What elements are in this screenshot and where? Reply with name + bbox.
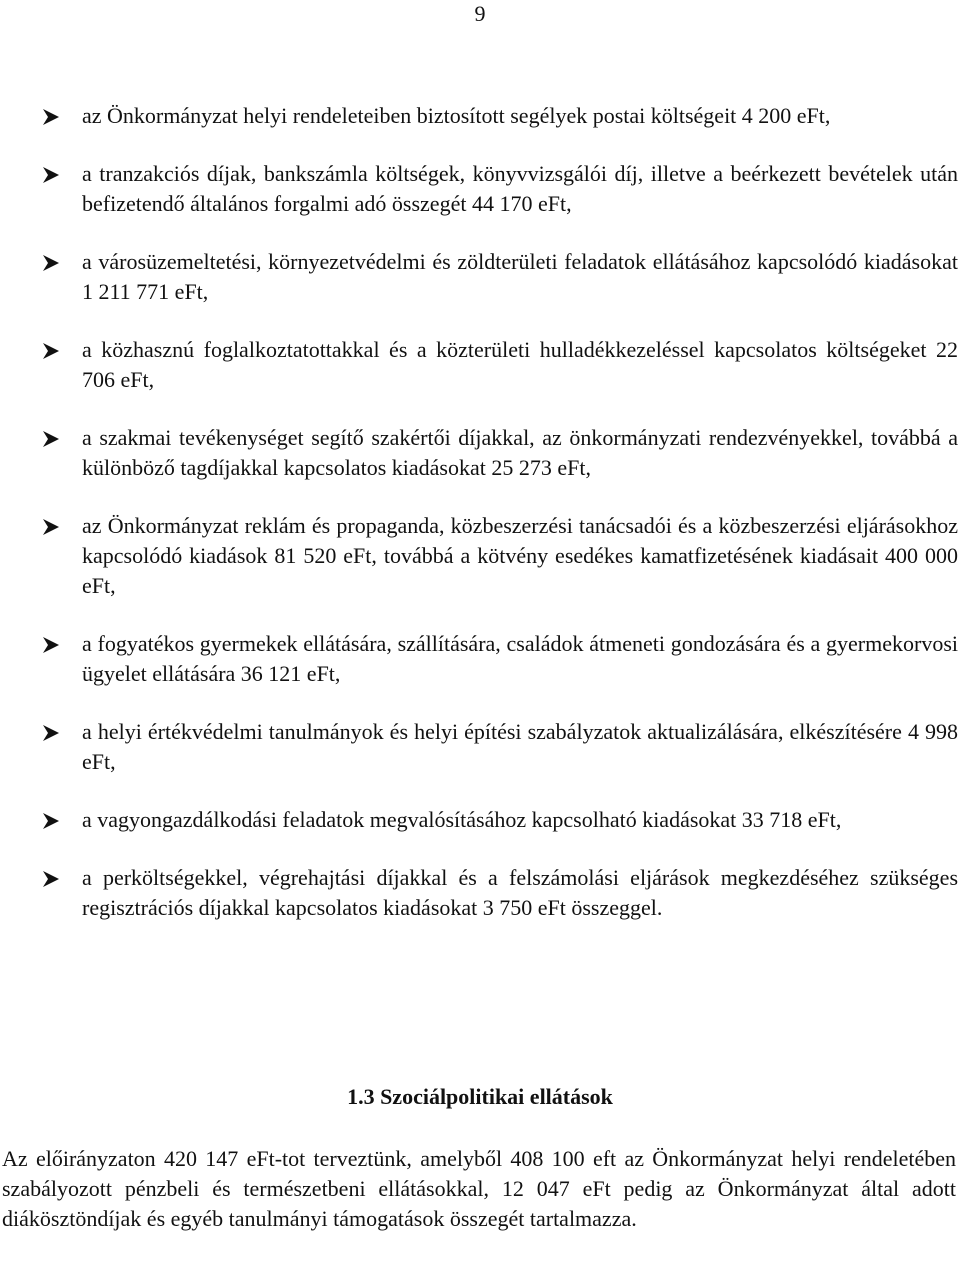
- list-item: [42, 101, 958, 131]
- arrowhead-bullet-icon: [42, 166, 60, 184]
- list-item-text: a szakmai tevékenységet segítő szakértői díjakkal, az önkormányzati rendezvényekkel, továbbá a különböző tagdíjakkal kapcsolatos kiadásokat 25 273 eFt,: [82, 425, 958, 480]
- list-item-text: a fogyatékos gyermekek ellátására, szállítására, családok átmeneti gondozására és a gyermekorvosi ügyelet ellátására 36 121 eFt,: [82, 631, 958, 686]
- list-item-text: a tranzakciós díjak, bankszámla költségek, könyvvizsgálói díj, illetve a beérkezett bevételek után befizetendő általános forgalmi adó összegét 44 170 eFt,: [82, 161, 958, 216]
- arrowhead-bullet-icon: [42, 870, 60, 888]
- arrowhead-bullet-icon: [42, 430, 60, 448]
- section-title: Szociálpolitikai ellátások: [380, 1084, 613, 1109]
- list-item: [42, 159, 958, 219]
- list-item-text: a helyi értékvédelmi tanulmányok és helyi építési szabályzatok aktualizálására, elkészítésére 4 998 eFt,: [82, 719, 958, 774]
- list-item: [42, 805, 958, 835]
- list-item-text: az Önkormányzat reklám és propaganda, közbeszerzési tanácsadói és a közbeszerzési eljárásokhoz kapcsolódó kiadások 81 520 eFt, továbbá a kötvény esedékes kamatfizetésének kiadásait 400 000 eFt,: [82, 513, 958, 598]
- list-item: [42, 511, 958, 601]
- arrowhead-bullet-icon: [42, 108, 60, 126]
- arrowhead-bullet-icon: [42, 636, 60, 654]
- list-item-text: a közhasznú foglalkoztatottakkal és a közterületi hulladékkezeléssel kapcsolatos költségeket 22 706 eFt,: [82, 337, 958, 392]
- list-item: [42, 247, 958, 307]
- list-item: [42, 423, 958, 483]
- list-item: [42, 335, 958, 395]
- list-item: [42, 863, 958, 923]
- section-heading: [0, 1082, 960, 1112]
- list-item-text: a vagyongazdálkodási feladatok megvalósításához kapcsolható kiadásokat 33 718 eFt,: [82, 807, 842, 832]
- section-number: 1.3: [347, 1084, 375, 1109]
- expense-bullet-list: [42, 101, 958, 923]
- arrowhead-bullet-icon: [42, 812, 60, 830]
- list-item: [42, 629, 958, 689]
- list-item-text: az Önkormányzat helyi rendeleteiben biztosított segélyek postai költségeit 4 200 eFt,: [82, 103, 831, 128]
- arrowhead-bullet-icon: [42, 724, 60, 742]
- arrowhead-bullet-icon: [42, 254, 60, 272]
- arrowhead-bullet-icon: [42, 342, 60, 360]
- list-item-text: a városüzemeltetési, környezetvédelmi és zöldterületi feladatok ellátásához kapcsolódó kiadásokat 1 211 771 eFt,: [82, 249, 958, 304]
- page-number: 9: [474, 1, 486, 26]
- list-item-text: a perköltségekkel, végrehajtási díjakkal és a felszámolási eljárások megkezdéséhez szükséges regisztrációs díjakkal kapcsolatos kiadásokat 3 750 eFt összeggel.: [82, 865, 958, 920]
- list-item: [42, 717, 958, 777]
- arrowhead-bullet-icon: [42, 518, 60, 536]
- section-paragraph: Az előirányzaton 420 147 eFt-tot terveztünk, amelyből 408 100 eft az Önkormányzat helyi rendeletében szabályozott pénzbeli és természetbeni ellátásokkal, 12 047 eFt pedig az Önkormányzat által adott diákösztöndíjak és egyéb tanulmányi támogatások összegét tartalmazza.: [2, 1146, 956, 1231]
